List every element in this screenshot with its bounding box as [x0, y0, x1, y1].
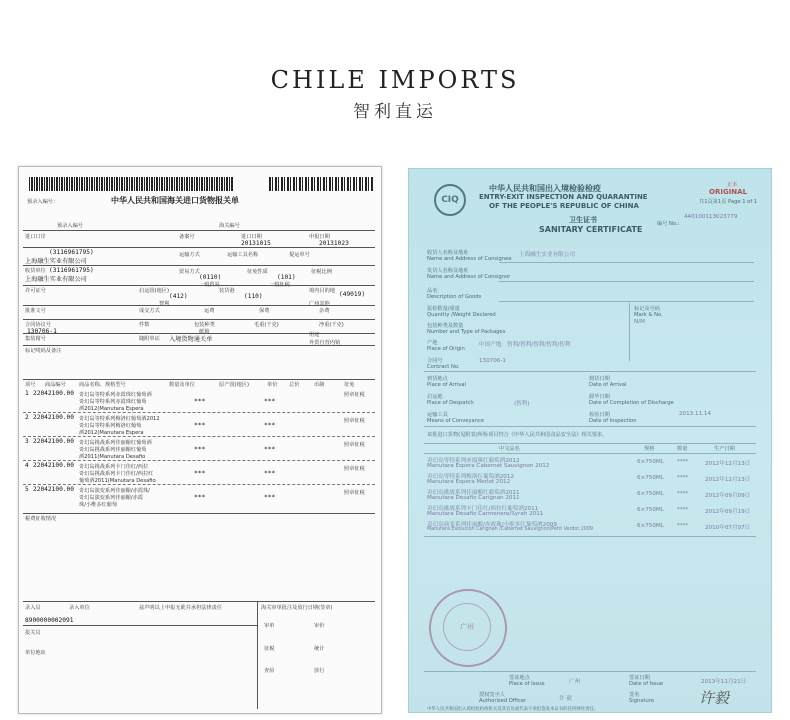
docs-value: 入境货物通关单 [169, 336, 213, 343]
origin-value: 中国产地：智利/智利/智利/智利/智利 [479, 342, 571, 348]
freight-label: 运费 [204, 308, 215, 314]
handwritten-signature: 许毅 [699, 689, 730, 707]
contract-zh: 合同号 [427, 358, 443, 364]
original-en: ORIGINAL [709, 188, 748, 196]
origin-country-name: 智利 [159, 301, 170, 307]
consignee-en: Name and Address of Consignee [427, 256, 512, 262]
consignee-label: 收货单位 [25, 268, 46, 274]
destination-name: 广州其他 [309, 301, 330, 307]
inspection-zh: 检验日期 [589, 412, 610, 418]
marks-en: Mark & No. [634, 312, 663, 318]
consignee-value: 上海融生实业有限公司 [519, 252, 575, 258]
page-info: 共1页第1页 Page 1 of 1 [699, 199, 758, 205]
officer-zh: 授权签字人 [479, 692, 505, 698]
net-weight-label: 净重(千克) [319, 322, 344, 328]
trade-mode-sub: 一般贸易 [199, 282, 220, 288]
levy-nature-label: 征免性质 [247, 269, 268, 275]
goods-en: Description of Goods [427, 294, 482, 300]
pkg-en: Number and Type of Packages [427, 329, 506, 335]
officer-value: 许 毅 [559, 696, 572, 702]
declaration-title: 中华人民共和国海关进口货物报关单 [111, 196, 239, 205]
table-header-spec: 规格 [644, 446, 655, 452]
table-header-date: 生产日期 [714, 446, 735, 452]
barcode-right [269, 177, 374, 191]
items-header-code: 商品编号 [45, 382, 66, 388]
items-header-origin: 原产国(地区) [219, 382, 249, 388]
issue-place-value: 广州 [569, 679, 581, 685]
deal-mode-label: 成交方式 [139, 308, 160, 314]
consignor-zh: 发货人名称及地址 [427, 268, 469, 274]
destination-label: 境内目的地 [309, 288, 335, 294]
pkg-kind-value: 纸箱 [199, 329, 210, 335]
issue-place-en: Place of Issue [509, 681, 545, 687]
items-header-price: 单价 [267, 382, 278, 388]
arrival-date-zh: 到货日期 [589, 376, 610, 382]
import-port-label: 进口口岸 [25, 234, 46, 240]
issue-date-value: 2013年11月21日 [701, 679, 747, 685]
dispatch-value: (智利) [514, 401, 530, 407]
trade-mode-code: (0110) [199, 274, 222, 281]
signature-en: Signature [629, 698, 655, 704]
consignee-zh: 收货人名称及地址 [427, 250, 469, 256]
pkg-kind-label: 包装种类 [194, 322, 215, 328]
company-code-1: (3116961795) [49, 249, 94, 256]
header-title-en: CHILE IMPORTS [270, 66, 520, 94]
declare-date-label: 申报日期 [309, 234, 330, 240]
declare-date: 20131023 [319, 240, 349, 247]
signature-zh: 签名 [629, 692, 640, 698]
items-header-no: 项号 [25, 382, 36, 388]
company-code-2: (3116961795) [49, 267, 94, 274]
company-name-1: 上海融生实业有限公司 [25, 258, 87, 265]
consignor-en: Name and Address of Consignor [427, 274, 511, 280]
inspection-en: Date of Inspection [589, 418, 637, 424]
conveyance-en: Means of Conveyance [427, 418, 485, 424]
header-title-zh: 智利直运 [353, 102, 437, 122]
qty-en: Quantity /Weight Declared [427, 312, 496, 318]
review-label: 审单 [264, 623, 275, 629]
usage-label: 用途 [309, 332, 320, 338]
officer-en: Authorized Officer [479, 698, 527, 704]
release-label: 放行 [314, 668, 325, 674]
contract-value: 130706-1 [479, 358, 506, 364]
tax-ratio-label: 征税比例 [311, 269, 332, 275]
pieces-label: 件数 [139, 322, 150, 328]
gross-weight-label: 毛重(千克) [254, 322, 279, 328]
cert-authority-en2: OF THE PEOPLE'S REPUBLIC OF CHINA [489, 202, 639, 210]
arrival-place-zh: 到货地点 [427, 376, 448, 382]
arrival-date-en: Date of Arrival [589, 382, 627, 388]
footer-disclaimer: 中华人民共和国出入境检验检疫机关及其官员或代表不承担签发本证书的任何财经责任。 [427, 707, 599, 712]
inspect-label: 查验 [264, 668, 275, 674]
contract-no: 130706-1 [27, 328, 57, 335]
record-no-label: 备案号 [179, 234, 195, 240]
origin-country-code: (412) [169, 293, 188, 300]
permit-label: 许可证号 [25, 288, 46, 294]
arrival-place-en: Place of Arrival [427, 382, 466, 388]
table-header-qty: 数量 [677, 446, 688, 452]
cert-authority-en1: ENTRY-EXIT INSPECTION AND QUARANTINE [479, 193, 648, 201]
ciq-logo: CIQ [434, 184, 466, 216]
barcode-left [29, 177, 234, 191]
prerecord-small: 预录入编号： [27, 199, 59, 205]
issue-date-en: Date of Issue [629, 681, 664, 687]
qty-zh: 报检数量/重量 [427, 306, 460, 312]
loading-port-label: 装货港 [219, 288, 235, 294]
cert-title-zh: 卫生证书 [569, 216, 597, 224]
items-header-duty: 征免 [344, 382, 355, 388]
dispatch-zh: 启运地 [427, 394, 443, 400]
approval-label: 批准文号 [25, 308, 46, 314]
usage-value: 外贸自营内销 [309, 340, 341, 346]
import-date-label: 进口日期 [241, 234, 262, 240]
loading-port-code: (110) [244, 293, 263, 300]
marks-label: 标记唛码及备注 [25, 348, 62, 354]
discharge-zh: 卸毕日期 [589, 394, 610, 400]
destination-code: (49019) [339, 291, 366, 298]
original-zh: 正本 [727, 182, 738, 188]
cert-no: 440100113023779 [684, 214, 738, 220]
cert-no-label: 编号 No.: [657, 221, 680, 227]
items-header-qty: 数量及单位 [169, 382, 195, 388]
import-date: 20131015 [241, 240, 271, 247]
trade-mode-label: 贸易方式 [179, 269, 200, 275]
origin-zh: 产地 [427, 340, 438, 346]
docs-label: 随附单证 [139, 336, 160, 342]
statistics-label: 统计 [314, 646, 325, 652]
company-name-2: 上海融生实业有限公司 [25, 276, 87, 283]
conveyance-zh: 运输工具 [427, 412, 448, 418]
stamp-text: 广州 [443, 603, 491, 651]
contract-en: Contract No. [427, 364, 460, 370]
cert-authority-zh: 中华人民共和国出入境检验检疫 [489, 184, 601, 193]
discharge-en: Date of Completion of Discharge [589, 400, 674, 406]
contract-label: 合同协议号 [25, 322, 51, 328]
marks-value: N/M [634, 319, 645, 325]
cert-title-en: SANITARY CERTIFICATE [539, 225, 643, 234]
levy-nature-sub: 一般征税 [269, 282, 290, 288]
misc-fee-label: 杂费 [319, 308, 330, 314]
issue-place-zh: 签证地点 [509, 675, 530, 681]
goods-zh: 品名 [427, 288, 438, 294]
items-header-total: 总价 [289, 382, 300, 388]
items-header-name: 商品名称、规格型号 [79, 382, 126, 388]
customs-no-label: 海关编号 [219, 223, 240, 229]
inspection-value: 2013.11.14 [679, 411, 712, 417]
origin-country-label: 启运国(地区) [139, 288, 169, 294]
issue-date-zh: 签证日期 [629, 675, 650, 681]
tax-paid-label: 税费征收情况 [25, 516, 57, 522]
entry-unit-label: 录入单位 [69, 605, 90, 611]
bl-no-label: 提运单号 [289, 252, 310, 258]
prerecord-no-label: 预录入编号 [57, 223, 83, 229]
table-header-name: 中文品名 [499, 446, 520, 452]
result-statement: 该批进口货物(见附表)所检项目符合《中华人民共和国食品安全法》相关要求。 [427, 432, 608, 438]
declarant-label: 报关员 [25, 630, 41, 636]
declare-unit-label: 单位地址 [25, 650, 46, 656]
registration-no: 8900000002091 [25, 617, 74, 624]
vessel-name-label: 运输工具名称 [227, 252, 259, 258]
valuation-label: 审价 [314, 623, 325, 629]
entry-clerk-label: 录入员 [25, 605, 41, 611]
declare-statement: 兹声明以上申报无讹并承担法律责任 [139, 605, 223, 611]
pkg-zh: 包装种类及数量 [427, 323, 464, 329]
dispatch-en: Place of Despatch [427, 400, 474, 406]
marks-zh: 标记及号码 [634, 306, 660, 312]
levy-nature-code: (101) [277, 274, 296, 281]
container-label: 集装箱号 [25, 336, 46, 342]
insurance-label: 保费 [259, 308, 270, 314]
items-header-currency: 币制 [314, 382, 325, 388]
transport-mode-label: 运输方式 [179, 252, 200, 258]
customs-notes-label: 海关审单批注及放行日期(签章) [261, 605, 333, 611]
sanitary-certificate-document: CIQ 中华人民共和国出入境检验检疫 ENTRY-EXIT INSPECTION AND QUARANTINE OF THE PEOPLE'S REPUBLIC OF CHINA 正本 ORIGINAL 共1页第1页 Page 1 of 1 卫生证书 SANITARY CERTIFICATE 编号 No.: 440100113023779 收货人名称及地址 Name and Address of Consignee 上海融生实业有限公司 发货人名称及地址 Name and Address of Consignor 品名 Description of Goods 报检数量/重量 Quantity /Weight Declared 包装种类及数量 Number and Type of Packages 标记及号码 Mark & No. N/M 产地 Place of Origin 中国产地：智利/智利/智利/智利/智利 合同号 Contract No. 130706-1 到货地点 Place of Arrival 到货日期 Date of Arrival 启运地 Place of Despatch (智利) 卸毕日期 Date of Completion of Discharge 运输工具 Means of Conveyance 检验日期 Date of Inspection 2013.11.14 该批进口货物(见附表)所检项目符合《中华人民共和国食品安全法》相关要求。 中文品名 规格 数量 生产日期 奇幻岛等特系列赤霞珠红葡萄酒2012 Manutara Espera Cabernet Sauvignon 2012 6×750ML **** 2012年12月13日 奇幻岛等特系列梅洛红葡萄酒2012 Manutara Espera Merlot 2012 6×750ML **** 2012年12月13日 奇幻岛挑战系列佳丽酿红葡萄酒2011 Manutara Desafio Carignan 2011 6×750ML **** 2012年09月09日 奇幻岛挑战系列卡门佳红/西拉红葡萄酒2011 Manutara Desafio Carmenere/Syrah 2011 6×750ML **** 2012年09月19日 奇幻岛演变系列佳丽酿/赤霞珠/小维多红葡萄酒2009 Manutara Evolucion Carignan /Cabernet Sauvignon/Petit Verdot 2009 6×750ML **** 2010年07月07日 广州 签证地点 Place of Issue 广州 签证日期 Date of Issue 2013年11月21日 授权签字人 Authorized Officer 许 毅 签名 Signature 许毅 中华人民共和国出入境检验检疫机关及其官员或代表不承担签发本证书的任何财经责任。 [408, 168, 772, 713]
origin-en: Place of Origin [427, 346, 465, 352]
levy-label: 征税 [264, 646, 275, 652]
customs-declaration-document: 预录入编号： 中华人民共和国海关进口货物报关单 预录入编号 海关编号 进口口岸 备案号 进口日期 申报日期 20131015 20131023 (3116961795) 上海融生实业有限公司 运输方式 运输工具名称 提运单号 收货单位 (3116961795) 上海融生实业有限公司 贸易方式 征免性质 征税比例 (0110) (101) 一般贸易 一般征税 许可证号 启运国(地区) 装货港 境内目的地 (412) (110) (49019) 智利 广州其他 批准文号 成交方式 运费 保费 杂费 合同协议号 130706-1 件数 包装种类 毛重(千克) 净重(千克) 纸箱 集装箱号 随附单证 入境货物通关单 用途 外贸自营内销 标记唛码及备注 项号 商品编号 商品名称、规格型号 数量及单位 原产国(地区) 单价 总价 币制 征免 1 22042100.00 奇幻岛等特系列赤霞珠红葡萄酒 奇幻岛等特系列赤霞珠红葡萄 酒2012(Manutara Espera *** *** 照章征税 2 22042100.00 奇幻岛等特系列梅洛红葡萄酒2012 奇幻岛等特系列梅洛红葡萄 酒2012(Manutara Espera *** *** 照章征税 3 22042100.00 奇幻岛挑战系列佳丽酿红葡萄酒 奇幻岛挑战系列佳丽酿红葡萄 酒2011(Manutara Desafio *** *** 照章征税 4 22042100.00 奇幻岛挑战系列卡门佳红/西拉 奇幻岛挑战系列卡门佳红/西拉红 葡萄酒2011(Manutara Desafio *** *** 照章征税 5 22042100.00 奇幻岛演变系列佳丽酿/赤霞珠/ 奇幻岛演变系列佳丽酿/赤霞 珠/小维多红葡萄 *** *** 照章征税 税费征收情况 录入员 录入单位 兹声明以上申报无讹并承担法律责任 海关审单批注及放行日期(签章) 8900000002091 报关员 审单 审价 征税 统计 单位地址 查验 放行 [18, 166, 382, 714]
